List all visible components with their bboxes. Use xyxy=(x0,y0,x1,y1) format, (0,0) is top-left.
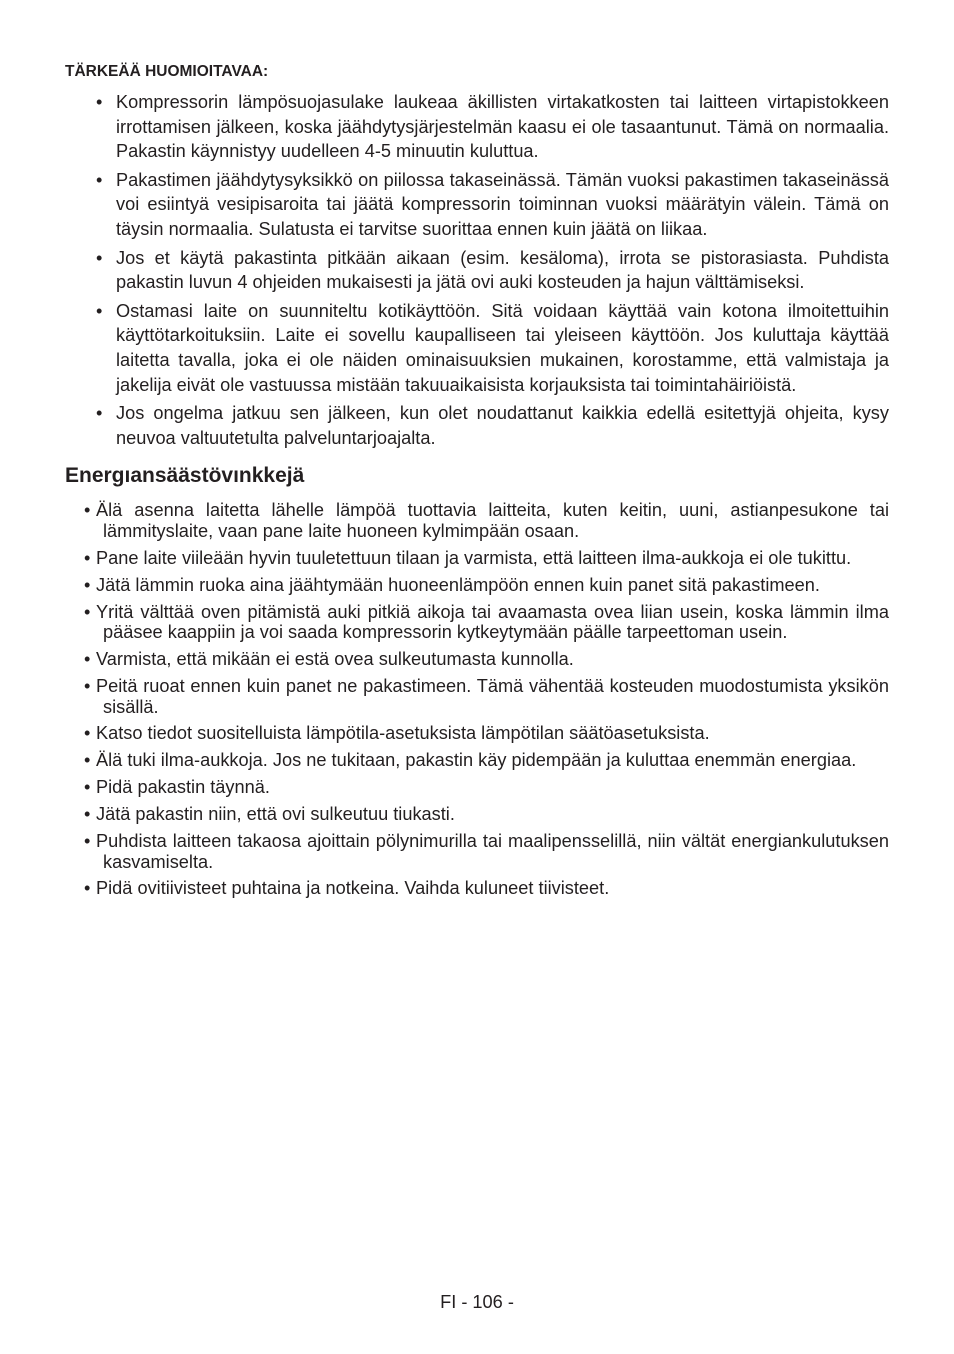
bullet-icon: • xyxy=(84,675,91,696)
list-item xyxy=(65,299,889,397)
list-item-text: Jos ongelma jatkuu sen jälkeen, kun olet noudattanut kaikkia edellä esitettyjä ohjeita, kysy neuvoa valtuutetulta palveluntarjoajalta. xyxy=(116,403,889,448)
list-item xyxy=(65,500,889,541)
document-page xyxy=(65,60,889,905)
bullet-icon: • xyxy=(96,300,103,321)
energy-tips-list xyxy=(65,500,889,899)
list-item-text: Peitä ruoat ennen kuin panet ne pakastimeen. Tämä vähentää kosteuden muodostumista yksikön sisällä. xyxy=(96,675,889,717)
important-notes-heading: TÄRKEÄÄ HUOMIOITAVAA: xyxy=(65,63,269,80)
list-item-text: Jätä pakastin niin, että ovi sulkeutuu tiukasti. xyxy=(96,804,455,825)
bullet-icon: • xyxy=(96,169,103,190)
list-item xyxy=(65,90,889,164)
bullet-icon: • xyxy=(84,831,91,851)
list-item xyxy=(65,750,889,771)
list-item xyxy=(65,649,889,670)
bullet-icon: • xyxy=(84,500,91,521)
bullet-icon: • xyxy=(84,723,91,744)
list-item-text: Kompressorin lämpösuojasulake laukeaa äkillisten virtakatkosten tai laitteen virtapistokkeen irrottamisen jälkeen, koska jäähdytysjärjestelmän kaasu ei ole tasaantunut. Tämä on normaalia. Pakastin käynnistyy uudelleen 4-5 minuutin kuluttua. xyxy=(116,92,889,162)
list-item-text: Älä asenna laitetta lähelle lämpöä tuottavia laitteita, kuten keitin, uuni, astianpesukone tai lämmityslaite, vaan pane laite huoneen kylmimpään osaan. xyxy=(96,500,889,541)
list-item xyxy=(65,831,889,872)
list-item xyxy=(65,723,889,744)
page-number: FI - 106 - xyxy=(440,1292,514,1312)
bullet-icon: • xyxy=(84,574,91,595)
bullet-icon: • xyxy=(84,547,91,568)
bullet-icon: • xyxy=(96,403,103,424)
list-item xyxy=(65,575,889,596)
list-item xyxy=(65,548,889,569)
list-item-text: Katso tiedot suositelluista lämpötila-asetuksista lämpötilan säätöasetuksista. xyxy=(96,723,710,744)
bullet-icon: • xyxy=(84,601,91,622)
list-item xyxy=(65,168,889,242)
bullet-icon: • xyxy=(84,649,91,670)
list-item xyxy=(65,777,889,798)
energy-tips-heading: Energıansäästövınkkejä xyxy=(65,464,305,488)
list-item-text: Pakastimen jäähdytysyksikkö on piilossa takaseinässä. Tämän vuoksi pakastimen takaseinässä voi esiintyä vesipisaroita tai jäätä kompressorin toiminnan vuoksi määrätyin välein. Tämä on täysin normaalia. Sulatusta ei tarvitse suorittaa ennen kuin jäätä on liikaa. xyxy=(116,169,889,239)
bullet-icon: • xyxy=(96,92,103,112)
list-item-text: Pidä ovitiivisteet puhtaina ja notkeina. Vaihda kuluneet tiivisteet. xyxy=(96,878,610,899)
bullet-icon: • xyxy=(84,878,91,899)
list-item-text: Älä tuki ilma-aukkoja. Jos ne tukitaan, pakastin käy pidempään ja kuluttaa enemmän energiaa. xyxy=(96,750,857,771)
list-item-text: Pane laite viileään hyvin tuuletettuun tilaan ja varmista, että laitteen ilma-aukkoja ei ole tukittu. xyxy=(96,547,852,568)
list-item xyxy=(65,401,889,450)
bullet-icon: • xyxy=(96,247,103,268)
list-item-text: Ostamasi laite on suunniteltu kotikäyttöön. Sitä voidaan käyttää vain kotona ilmoitettuihin käyttötarkoituksiin. Laite ei sovellu kaupalliseen tai yleiseen käyttöön. Jos kuluttaja käyttää laitetta tavalla, joka ei ole näiden ominaisuuksien mukainen, korostamme, että valmistaja ja jakelija eivät ole vastuussa mistään takuuaikaisista korjauksista tai toimintahäiriöistä. xyxy=(116,300,889,395)
list-item-text: Pidä pakastin täynnä. xyxy=(96,777,270,798)
list-item xyxy=(65,676,889,717)
bullet-icon: • xyxy=(84,804,91,825)
bullet-icon: • xyxy=(84,777,91,798)
list-item-text: Puhdista laitteen takaosa ajoittain pölynimurilla tai maalipensselillä, niin vältät energiankulutuksen kasvamiselta. xyxy=(96,831,889,872)
list-item-text: Yritä välttää oven pitämistä auki pitkiä aikoja tai avaamasta ovea liian usein, koska lämmin ilma pääsee kaappiin ja voi saada kompressorin kytkeytymään päälle tarpeettoman usein. xyxy=(96,601,889,643)
list-item xyxy=(65,804,889,825)
list-item-text: Jätä lämmin ruoka aina jäähtymään huoneenlämpöön ennen kuin panet sitä pakastimeen. xyxy=(96,574,820,595)
list-item xyxy=(65,602,889,643)
list-item-text: Jos et käytä pakastinta pitkään aikaan (esim. kesäloma), irrota se pistorasiasta. Puhdista pakastin luvun 4 ohjeiden mukaisesti ja jätä ovi auki kosteuden ja hajun välttämiseksi. xyxy=(116,247,889,293)
list-item-text: Varmista, että mikään ei estä ovea sulkeutumasta kunnolla. xyxy=(96,649,574,670)
list-item xyxy=(65,246,889,295)
list-item xyxy=(65,878,889,899)
important-notes-list xyxy=(65,90,889,450)
bullet-icon: • xyxy=(84,750,91,771)
